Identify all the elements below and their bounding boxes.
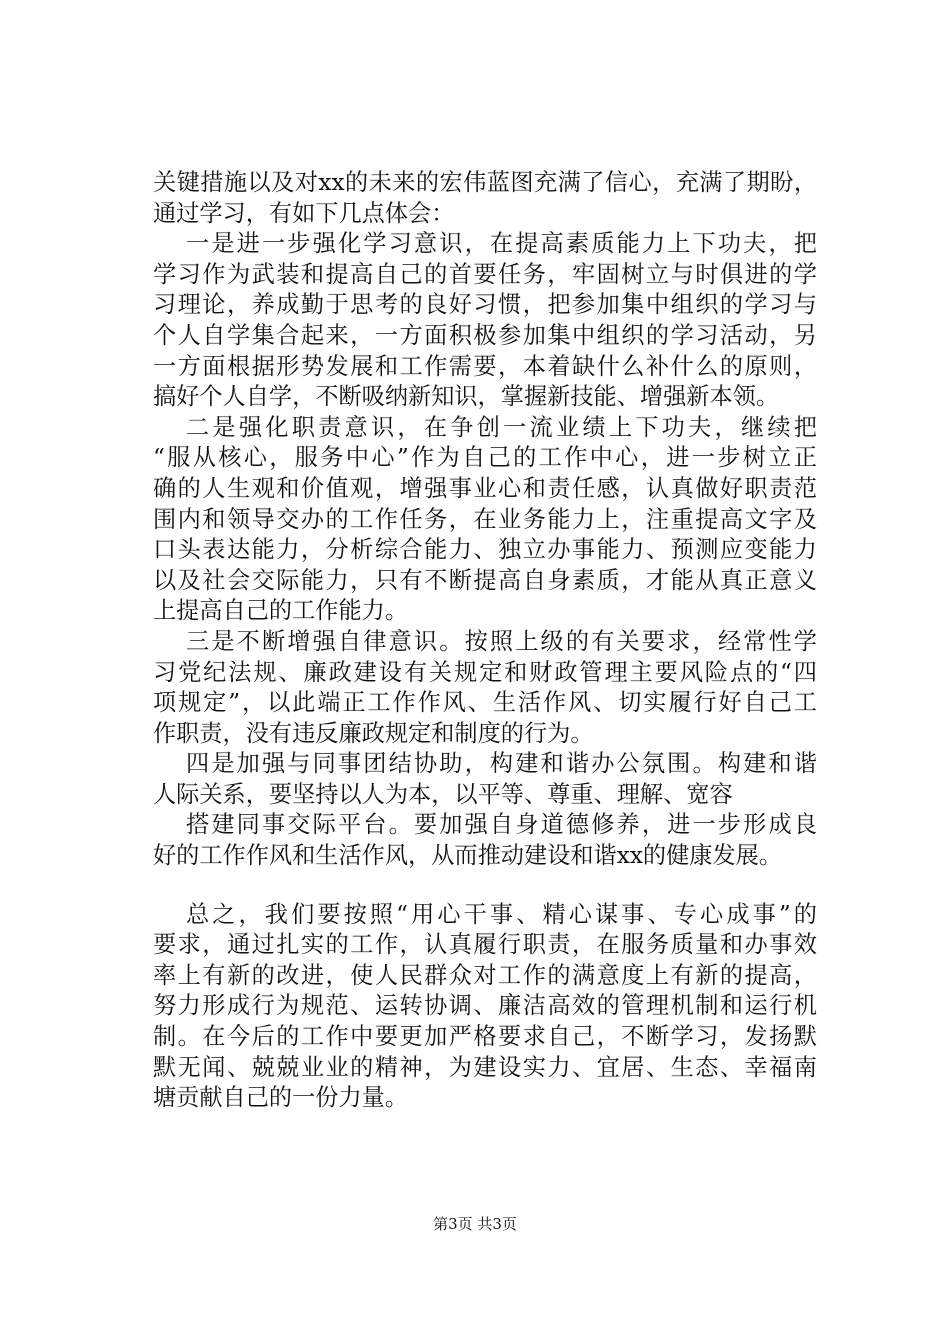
text-line: 确的人生观和价值观，增强事业心和责任感，认真做好职责范 — [153, 474, 817, 502]
text-line: 率上有新的改进，使人民群众对工作的满意度上有新的提高， — [153, 961, 817, 989]
paragraph — [153, 627, 817, 749]
text-line: 上提高自己的工作能力。 — [153, 597, 409, 625]
text-line: 习党纪法规、廉政建设有关规定和财政管理主要风险点的“四 — [153, 658, 817, 686]
text-line: 要求，通过扎实的工作，认真履行职责，在服务质量和办事效 — [153, 931, 817, 959]
paragraph-gap — [153, 872, 817, 900]
text-line: 四是加强与同事团结协助，构建和谐办公氛围。构建和谐 — [186, 750, 817, 778]
text-line: 三是不断增强自律意识。按照上级的有关要求，经常性学 — [186, 627, 817, 655]
text-line: 学习作为武装和提高自己的首要任务，牢固树立与时俱进的学 — [153, 260, 817, 288]
text-line: 好的工作作风和生活作风，从而推动建设和谐xx的健康发展。 — [153, 842, 783, 870]
text-line: 二是强化职责意识，在争创一流业绩上下功夫，继续把 — [186, 413, 817, 441]
text-line: 项规定”，以此端正工作作风、生活作风、切实履行好自己工 — [153, 689, 817, 717]
text-line: 搞好个人自学，不断吸纳新知识，掌握新技能、增强新本领。 — [153, 383, 780, 411]
paragraph — [153, 168, 817, 229]
text-line: 围内和领导交办的工作任务，在业务能力上，注重提高文字及 — [153, 505, 817, 533]
text-line: 作职责，没有违反廉政规定和制度的行为。 — [153, 719, 594, 747]
paragraph — [153, 810, 817, 871]
paragraph — [153, 900, 817, 1114]
paragraph — [153, 749, 817, 810]
text-line: 口头表达能力，分析综合能力、独立办事能力、预测应变能力 — [153, 536, 817, 564]
text-line: 塘贡献自己的一份力量。 — [153, 1084, 409, 1112]
text-line: 通过学习，有如下几点体会： — [153, 199, 455, 227]
text-line: 搭建同事交际平台。要加强自身道德修养，进一步形成良 — [186, 811, 817, 839]
text-line: 习理论，养成勤于思考的良好习惯，把参加集中组织的学习与 — [153, 291, 817, 319]
text-line: 人际关系，要坚持以人为本，以平等、尊重、理解、宽容 — [153, 780, 733, 808]
text-line: 个人自学集合起来，一方面积极参加集中组织的学习活动，另 — [153, 321, 817, 349]
text-line: “服从核心，服务中心”作为自己的工作中心，进一步树立正 — [153, 444, 817, 472]
text-line: 关键措施以及对xx的未来的宏伟蓝图充满了信心，充满了期盼， — [153, 169, 817, 196]
text-line: 以及社会交际能力，只有不断提高自身素质，才能从真正意义 — [153, 566, 817, 594]
paragraph — [153, 229, 817, 413]
text-line: 努力形成行为规范、运转协调、廉洁高效的管理机制和运行机 — [153, 992, 817, 1020]
text-line: 默无闻、兢兢业业的精神，为建设实力、宜居、生态、幸福南 — [153, 1053, 817, 1081]
page-footer: 第3页 共3页 — [433, 1215, 517, 1233]
text-line: 一是进一步强化学习意识，在提高素质能力上下功夫，把 — [186, 230, 817, 258]
document-body — [153, 168, 817, 1114]
paragraph — [153, 413, 817, 627]
text-line: 制。在今后的工作中要更加严格要求自己，不断学习，发扬默 — [153, 1023, 817, 1051]
text-line: 一方面根据形势发展和工作需要，本着缺什么补什么的原则， — [153, 352, 817, 380]
text-line: 总之，我们要按照“用心干事、精心谋事、专心成事”的 — [186, 900, 817, 928]
